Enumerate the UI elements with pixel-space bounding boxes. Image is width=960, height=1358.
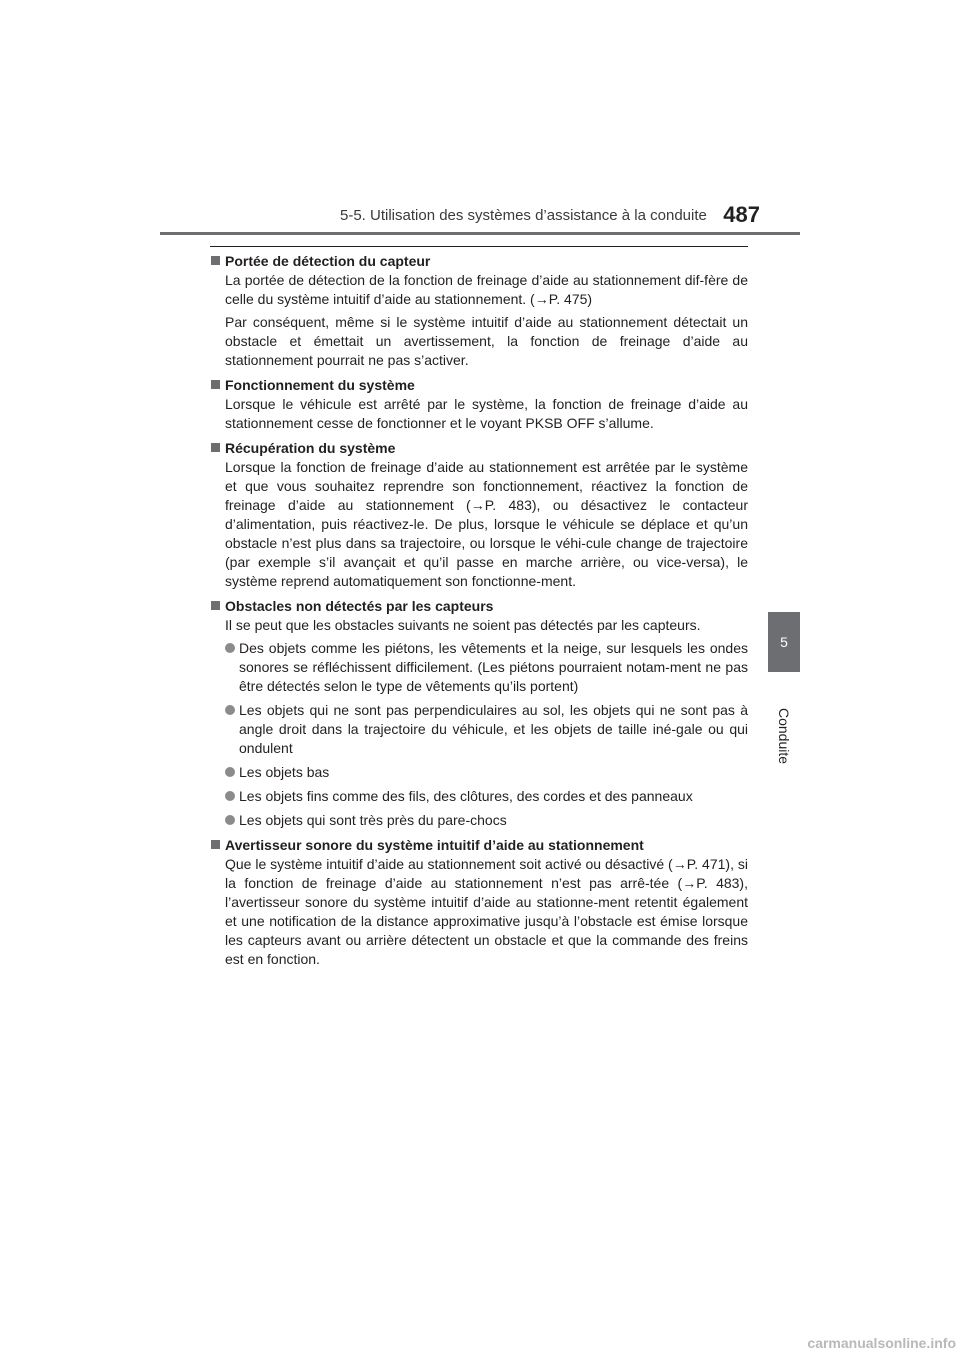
watermark: carmanualsonline.info	[807, 1335, 956, 1351]
paragraph: Il se peut que les obstacles suivants ne soient pas détectés par les capteurs.	[225, 617, 701, 633]
round-bullet-icon	[225, 815, 235, 825]
section	[210, 376, 748, 433]
section	[210, 836, 748, 969]
chapter-label-text: Conduite	[776, 707, 792, 765]
paragraph: La portée de détection de la fonction de freinage d’aide au stationnement dif-fère de celle du système intuitif d’aide au stationnement. (→P. 475)	[225, 272, 748, 307]
list-item	[225, 811, 748, 830]
round-bullet-icon	[225, 643, 235, 653]
section	[210, 252, 748, 370]
round-bullet-icon	[225, 705, 235, 715]
section-title-text: Récupération du système	[225, 440, 396, 456]
running-header: 5-5. Utilisation des systèmes d’assistance à la conduite	[340, 207, 707, 224]
list-item-text: Les objets fins comme des fils, des clôtures, des cordes et des panneaux	[239, 788, 693, 804]
page-content	[210, 252, 748, 975]
chapter-number: 5	[780, 634, 788, 650]
list-item	[225, 763, 748, 782]
section-title	[210, 439, 748, 458]
square-bullet-icon	[211, 443, 220, 452]
chapter-label	[760, 676, 808, 796]
paragraph: Par conséquent, même si le système intuitif d’aide au stationnement détectait un obstacle et émettait un avertissement, la fonction de freinage d’aide au stationnement pourrait ne pas s’activer.	[225, 314, 748, 368]
list-item-text: Des objets comme les piétons, les vêtements et la neige, sur lesquels les ondes sonores se réfléchissent difficilement. (Les piétons pourraient notam-ment ne pas être détectés selon le type de vêtements qu’ils portent)	[239, 640, 748, 694]
page-number: 487	[723, 202, 760, 227]
section-title-text: Obstacles non détectés par les capteurs	[225, 598, 494, 614]
content-rule	[210, 246, 748, 247]
section-title-text: Fonctionnement du système	[225, 377, 415, 393]
round-bullet-icon	[225, 791, 235, 801]
section-title	[210, 597, 748, 616]
section-title-text: Avertisseur sonore du système intuitif d’aide au stationnement	[225, 837, 644, 853]
section	[210, 597, 748, 830]
list-item-text: Les objets qui sont très près du pare-chocs	[239, 812, 507, 828]
square-bullet-icon	[211, 601, 220, 610]
list-item-text: Les objets qui ne sont pas perpendiculaires au sol, les objets qui ne sont pas à angle droit dans la trajectoire du véhicule, et les objets de taille iné-gale ou qui ondulent	[239, 702, 748, 756]
square-bullet-icon	[211, 840, 220, 849]
list-item-text: Les objets bas	[239, 764, 330, 780]
chapter-tab	[768, 612, 800, 672]
list-item	[225, 639, 748, 696]
section-title	[210, 252, 748, 271]
list-item	[225, 787, 748, 806]
round-bullet-icon	[225, 767, 235, 777]
bullet-list	[210, 639, 748, 830]
square-bullet-icon	[211, 256, 220, 265]
section	[210, 439, 748, 591]
header-rule	[160, 232, 800, 235]
section-title-text: Portée de détection du capteur	[225, 253, 431, 269]
paragraph: Lorsque le véhicule est arrêté par le système, la fonction de freinage d’aide au stationnement cesse de fonctionner et le voyant PKSB OFF s’allume.	[225, 396, 748, 431]
section-title	[210, 376, 748, 395]
square-bullet-icon	[211, 380, 220, 389]
paragraph: Lorsque la fonction de freinage d’aide au stationnement est arrêtée par le système et que vous souhaitez reprendre son fonctionnement, réactivez la fonction de freinage d’aide au stationnement (→P. 483), ou désactivez le contacteur d’alimentation, puis réactivez-le. De plus, lorsque le véhicule se déplace et qu’un obstacle n’est plus dans sa trajectoire, ou lorsque le véhi-cule change de trajectoire (par exemple s’il avançait et qu’il passe en marche arrière, ou vice-versa), le système reprend automatiquement son fonctionne-ment.	[225, 459, 748, 589]
section-title	[210, 836, 748, 855]
list-item	[225, 701, 748, 758]
paragraph: Que le système intuitif d’aide au stationnement soit activé ou désactivé (→P. 471), si la fonction de freinage d’aide au stationnement n’est pas arrê-tée (→P. 483), l’avertisseur sonore du système intuitif d’aide au stationne-ment retentit également et une notification de la distance approximative jusqu’à l’obstacle est émise lorsque les capteurs avant ou arrière détectent un obstacle et que la commande des freins est en fonction.	[225, 856, 748, 967]
